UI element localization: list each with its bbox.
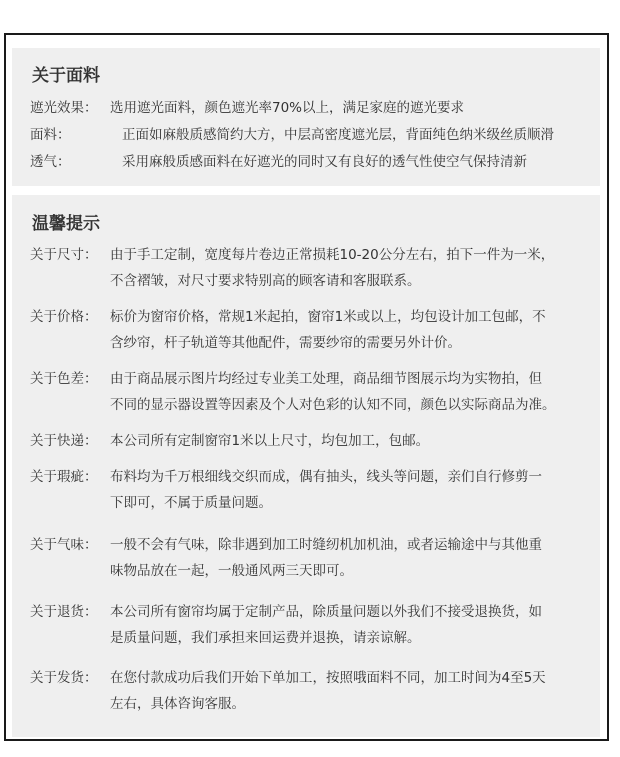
fabric-row-text: 采用麻般质感面料在好遮光的同时又有良好的透气性使空气保持清新 [122,154,527,170]
tip-label: 关于色差： [30,371,98,387]
tip-text-line: 由于商品展示图片均经过专业美工处理，商品细节图展示均为实物拍，但 [110,371,542,387]
tip-text-line: 布料均为千万根细线交织而成，偶有抽头，线头等问题，亲们自行修剪一 [110,469,542,485]
tip-text-line: 不含褶皱，对尺寸要求特别高的顾客请和客服联系。 [110,273,421,289]
tips-title: 温馨提示 [32,214,100,234]
tip-label: 关于尺寸： [30,247,98,263]
fabric-title: 关于面料 [32,66,100,86]
tip-text-line: 不同的显示器设置等因素及个人对色彩的认知不同，颜色以实际商品为准。 [110,397,556,413]
tip-text-line: 左右，具体咨询客服。 [110,696,245,712]
tip-label: 关于快递： [30,433,98,449]
fabric-row-label: 遮光效果： [30,100,98,116]
fabric-row-text: 选用遮光面料，颜色遮光率70%以上，满足家庭的遮光要求 [110,100,465,116]
tip-text-line: 含纱帘，杆子轨道等其他配件，需要纱帘的需要另外计价。 [110,335,461,351]
tip-text-line: 是质量问题，我们承担来回运费并退换，请亲谅解。 [110,630,421,646]
tip-text-line: 在您付款成功后我们开始下单加工，按照哦面料不同，加工时间为4至5天 [110,670,546,686]
fabric-row-label: 面料： [30,127,71,143]
fabric-section [12,48,600,186]
tip-label: 关于气味： [30,537,98,553]
tip-text-line: 标价为窗帘价格，常规1米起拍，窗帘1米或以上，均包设计加工包邮，不 [110,309,546,325]
tip-label: 关于发货： [30,670,98,686]
tip-text-line: 一般不会有气味，除非遇到加工时缝纫机加机油，或者运输途中与其他重 [110,537,542,553]
tip-text-line: 本公司所有窗帘均属于定制产品，除质量问题以外我们不接受退换货，如 [110,604,542,620]
tip-text-line: 下即可，不属于质量问题。 [110,495,272,511]
tip-text-line: 由于手工定制，宽度每片卷边正常损耗10-20公分左右，拍下一件为一米， [110,247,555,263]
tip-label: 关于价格： [30,309,98,325]
fabric-row-text: 正面如麻般质感简约大方，中层高密度遮光层，背面纯色纳米级丝质顺滑 [122,127,554,143]
tip-label: 关于瑕疵： [30,469,98,485]
tip-text-line: 味物品放在一起，一般通风两三天即可。 [110,563,353,579]
tip-label: 关于退货： [30,604,98,620]
tips-section [12,195,600,737]
tip-text-line: 本公司所有定制窗帘1米以上尺寸，均包加工，包邮。 [110,433,430,449]
fabric-row-label: 透气： [30,154,71,170]
